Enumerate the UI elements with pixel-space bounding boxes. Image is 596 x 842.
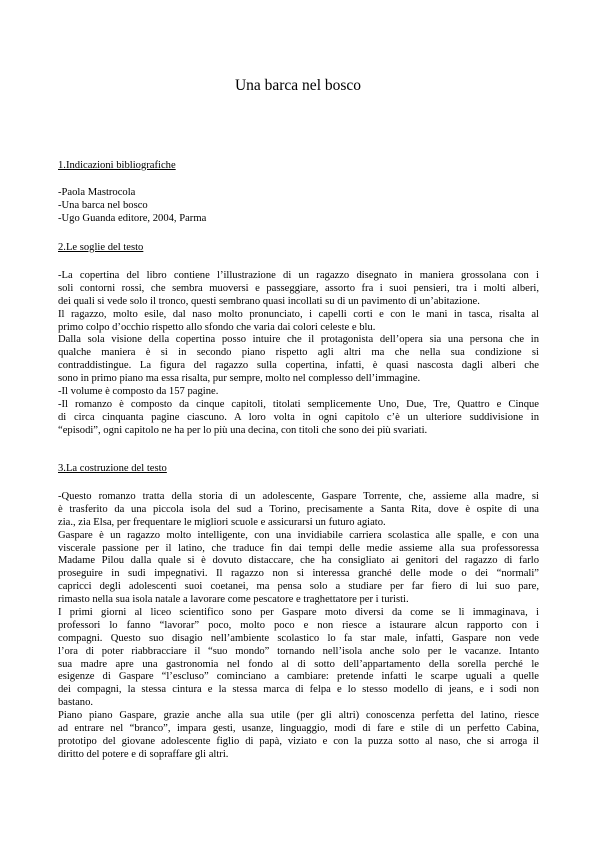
section-heading: 1.Indicazioni bibliografiche bbox=[58, 160, 176, 171]
text-line: dei quali si vede solo il tronco, questi sembrano quasi incollati su di un pavimento di un’abitazione. bbox=[58, 295, 480, 307]
text-line: compagni. Questo suo disagio nell’ambiente scolastico lo fa star male, infatti, Gaspare non vede bbox=[58, 632, 539, 644]
text-line: esigenze di Gaspare “l’escluso” cominciano a cambiare: pretende infatti le scarpe uguali a quelle bbox=[58, 671, 539, 683]
text-line: ad entrare nel “branco”, impara gesti, usanze, linguaggio, modi di fare e stile di un perfetto Cabina, bbox=[58, 723, 539, 735]
section-construction-body bbox=[58, 491, 539, 762]
text-line: Piano piano Gaspare, grazie anche alla sua utile (per gli altri) conoscenza perfetta del latino, riesce bbox=[58, 710, 539, 722]
list-item: -Paola Mastrocola bbox=[58, 187, 136, 198]
text-line: qualche maniera è si in secondo piano rispetto agli altri ma che nella sua condizione si bbox=[58, 347, 539, 359]
bibliographic-list bbox=[58, 187, 539, 226]
text-line: rimasto nella sua isola natale a lavorare come pescatore e traghettatore per i turisti. bbox=[58, 594, 409, 606]
text-line: soli contorni rossi, che sembra muoversi e passeggiare, assorto fra i suoi pensieri, tra i molti alberi, bbox=[58, 282, 539, 294]
text-line: “episodi”, ogni capitolo ne ha per lo più una decina, con titoli che sono dei più svariati. bbox=[58, 424, 428, 436]
text-line: viscerale passione per il latino, che traduce fin dai tempi delle medie assieme alla sua professoressa bbox=[58, 542, 539, 554]
section-heading: 3.La costruzione del testo bbox=[58, 463, 167, 474]
list-item: -Ugo Guanda editore, 2004, Parma bbox=[58, 212, 207, 224]
text-line: di circa cinquanta pagine ciascuno. A loro volta in ogni capitolo c’è un ulteriore suddivisione in bbox=[58, 411, 539, 423]
section-heading: 2.Le soglie del testo bbox=[58, 242, 144, 253]
text-line: Gaspare è un ragazzo molto intelligente, con una invidiabile carriera scolastica alle spalle, e con una bbox=[58, 529, 539, 541]
text-line: sono in primo piano ma essa risalta, pur sempre, molto nel complesso dell’immagine. bbox=[58, 373, 421, 385]
list-item: -Una barca nel bosco bbox=[58, 199, 148, 211]
text-line: I primi giorni al liceo scientifico sono per Gaspare moto diversi da come se li immaginava, i bbox=[58, 607, 539, 619]
text-line: capricci degli adolescenti suoi coetanei, ma pensa solo a studiare per far fiero di lui suo pare, bbox=[58, 581, 539, 593]
text-line: contraddistingue. La figura del ragazzo sulla copertina, infatti, è quasi nascosta dagli alberi che bbox=[58, 360, 539, 372]
text-line: l’ora di poter riabbracciare il “suo mondo” tornando nell’isola anche solo per le vacanze. Intanto bbox=[58, 645, 539, 657]
text-line: -Il volume è composto da 157 pagine. bbox=[58, 386, 219, 398]
text-line: -Questo romanzo tratta della storia di un adolescente, Gaspare Torrente, che, assieme alla madre, si bbox=[58, 491, 539, 502]
text-line: -Il romanzo è composto da cinque capitoli, titolati semplicemente Uno, Due, Tre, Quattro e Cinque bbox=[58, 398, 539, 410]
text-line: prototipo del giovane adolescente figlio di papà, viziato e con la puzza sotto al naso, che si arroga il bbox=[58, 735, 539, 747]
text-line: Madame Pilou dalla quale si è dovuto distaccare, che ha consigliato ai genitori del ragazzo di farlo bbox=[58, 555, 539, 567]
text-line: Il ragazzo, molto esile, dal naso molto pronunciato, i capelli corti e con le mani in tasca, risalta al bbox=[58, 308, 539, 320]
document-title: Una barca nel bosco bbox=[234, 77, 362, 94]
text-line: primo colpo d’occhio rispetto allo sfondo che varia dai colori celeste e blu. bbox=[58, 321, 376, 333]
section-thresholds bbox=[58, 242, 539, 255]
text-line: è trasferito da una piccola isola del sud a Torino, precisamente a Santa Rita, dove è ospite di una bbox=[58, 503, 539, 515]
text-line: dei compagni, la stessa cintura e la stessa marca di felpa e lo stesso modello di jeans, e i sodi non bbox=[58, 684, 539, 696]
section-construction bbox=[58, 463, 539, 476]
section-bibliographic bbox=[58, 160, 539, 173]
text-line: bastano. bbox=[58, 697, 94, 709]
text-line: zia., zia Elsa, per frequentare le migliori scuole e assicurarsi un futuro agiato. bbox=[58, 516, 386, 528]
text-line: professori lo fanno “lavorar” poco, molto poco e non riesce a istaurare alcun rapporto con i bbox=[58, 619, 539, 631]
text-line: Dalla sola visione della copertina posso intuire che il protagonista dell’opera sia una persona che in bbox=[58, 334, 539, 346]
text-line: -La copertina del libro contiene l’illustrazione di un ragazzo disegnato in maniera grossolana con i bbox=[58, 270, 539, 281]
text-line: proseguire in sudi impegnativi. Il ragazzo non si interessa granché delle mode o dei “normali” bbox=[58, 568, 539, 580]
section-thresholds-body bbox=[58, 270, 539, 438]
text-line: diritto del potere e di sopraffare gli altri. bbox=[58, 748, 229, 760]
text-line: sua madre apre una gastronomia nel fondo al di sotto dell’appartamento della sorella perché le bbox=[58, 658, 539, 670]
